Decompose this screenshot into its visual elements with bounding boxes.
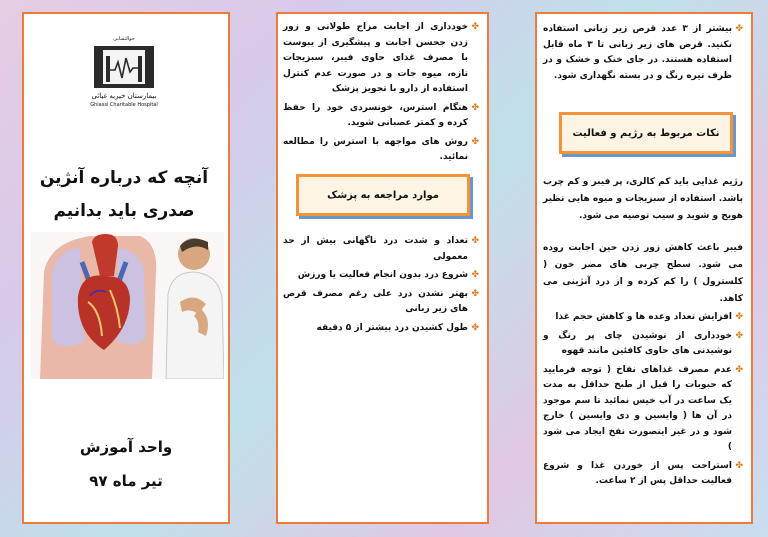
list-item: ✤ بیشتر از ۳ عدد قرص زیر زبانی استفاده نکنید. قرص های زیر زبانی تا ۳ ماه قابل استفاده هستند. در جای خنک و خشک و در ظرف تیره رنگ و در بسته نگهداری شود. xyxy=(543,24,743,81)
section-heading-doctor: موارد مراجعه به پزشک xyxy=(296,174,470,216)
logo-name-fa: بیمارستان خیریه غیاثی xyxy=(91,92,157,100)
hospital-logo xyxy=(74,36,174,114)
list-item: ✤ خودداری از اجابت مزاج طولانی و زور زدن جحسن اجابت و پیشگیری از یبوست با مصرف غذای حاوی فیبر، سبزیجات تازه، میوه جات و در صورت عدم کنترل استفاده از دارو با تجویز پزشک xyxy=(283,22,479,94)
tablet-tips-list xyxy=(543,22,743,87)
stress-tips-list xyxy=(283,20,479,169)
bullet-star-icon: ✤ xyxy=(735,460,743,471)
bullet-star-icon: ✤ xyxy=(735,24,743,34)
title-panel xyxy=(22,12,230,524)
bullet-star-icon: ✤ xyxy=(471,136,479,147)
list-item: ✤ استراحت پس از خوردن غذا و شروع فعالیت حداقل پس از ۲ ساعت. xyxy=(543,460,743,486)
department-label: واحد آموزش xyxy=(79,438,173,456)
publish-date: تیر ماه ۹۷ xyxy=(89,472,163,490)
bullet-star-icon: ✤ xyxy=(471,322,479,333)
list-item: ✤ بهتر نشدن درد علی رغم مصرف قرص های زیر زبانی xyxy=(283,288,479,314)
list-item: ✤ هنگام استرس، خونسردی خود را حفظ کرده و کمتر عصبانی شوید. xyxy=(283,102,479,128)
doctor-visit-list xyxy=(283,234,479,339)
bullet-star-icon: ✤ xyxy=(735,364,743,375)
bullet-star-icon: ✤ xyxy=(735,330,743,341)
logo-top-text: خوالثسانی xyxy=(113,36,135,42)
diet-paragraph-2: فیبر باعث کاهش زور زدن حین اجابت روده می شود. سطح چربی های مضر خون ( کلسترول ) را کم کرده و از درد آنژینی می کاهد. xyxy=(543,243,743,304)
list-item: ✤ روش های مواجهه با استرس را مطالعه نمائید. xyxy=(283,136,479,162)
logo-name-en: Ghiassi Charitable Hospital xyxy=(90,102,158,108)
bullet-star-icon: ✤ xyxy=(735,312,743,322)
angina-illustration xyxy=(30,232,224,379)
title-line-1: آنچه که درباره آنژین xyxy=(39,168,209,188)
list-item: ✤ خودداری از نوشیدن چای پر رنگ و نوشیدنی های حاوی کافئین مانند قهوه xyxy=(543,330,743,356)
diet-tips-list xyxy=(543,310,743,493)
list-item: ✤ عدم مصرف غذاهای نفاخ ( توجه فرمایید که حبوبات را قبل از طبخ حداقل به مدت یک ساعت در آب خیس نمائید تا سم موجود در آن ها ( وایسین و دی وایسین ) خارج شود و در غیر اینصورت نفخ ایجاد می شود ) xyxy=(543,364,743,452)
list-item: ✤ تعداد و شدت درد ناگهانی بیش از حد معمولی xyxy=(283,236,479,262)
bullet-star-icon: ✤ xyxy=(471,22,479,32)
list-item: ✤ شروع درد بدون انجام فعالیت یا ورزش xyxy=(283,268,479,284)
right-panel xyxy=(535,12,753,524)
brochure-title xyxy=(32,162,216,228)
section-heading-diet: نکات مربوط به رژیم و فعالیت xyxy=(559,112,733,154)
bullet-star-icon: ✤ xyxy=(471,270,479,280)
list-item: ✤ طول کشیدن درد بیشتر از ۵ دقیقه xyxy=(283,321,479,337)
bullet-star-icon: ✤ xyxy=(471,102,479,113)
list-item: ✤ افزایش تعداد وعده ها و کاهش حجم غذا xyxy=(543,310,743,326)
diet-paragraph-1: رژیم غذایی باید کم کالری، پر فیبر و کم چرب باشد. استفاده از سبزیجات و میوه هایی نظیر هویج و شوید و سیب توصیه می شود. xyxy=(543,177,743,221)
bullet-star-icon: ✤ xyxy=(471,236,479,246)
bullet-star-icon: ✤ xyxy=(471,288,479,299)
middle-panel xyxy=(276,12,489,524)
title-line-2: صدری باید بدانیم xyxy=(53,201,195,221)
logo-emblem xyxy=(94,46,154,88)
ecg-emblem-icon xyxy=(103,50,145,84)
